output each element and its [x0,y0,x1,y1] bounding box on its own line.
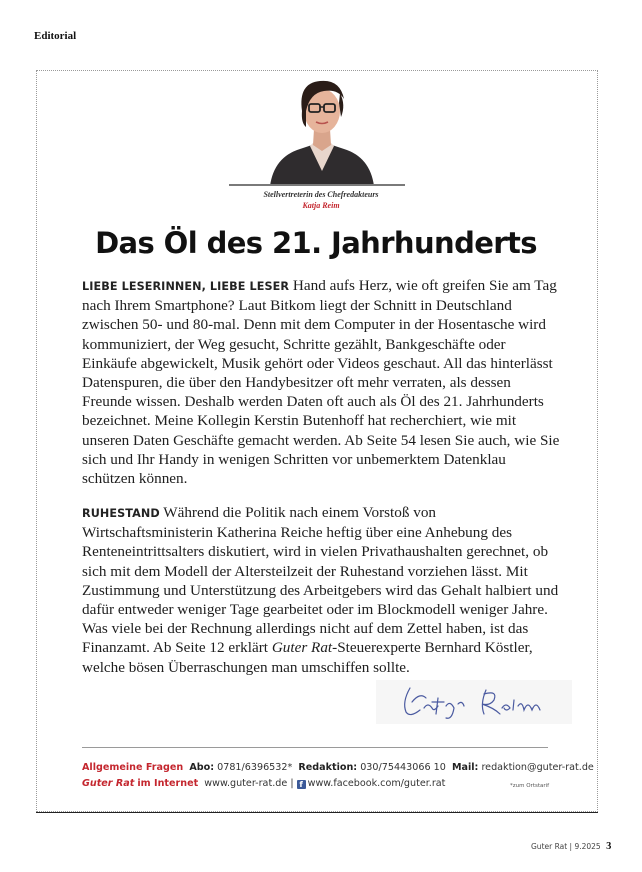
abo-label: Abo: [189,762,215,773]
section-label: Editorial [34,30,77,42]
paragraph-lead: RUHESTAND [82,507,160,520]
paragraph-text: Hand aufs Herz, wie oft greifen Sie am Tag nach Ihrem Smartphone? Laut Bitkom liegt der Schnitt in Deutschland zwischen 50- und 80-mal. Denn mit dem Computer in der Hosentasche wird kommuniziert, der Weg gesucht, Schritte gezählt, Bankgeschäfte oder Einkäufe abgewickelt, Musik gehört oder Videos geschaut. All das hinterlässt Datenspuren, die über den Handybesitzer oft mehr verraten, als dessen Freunde wissen. Deshalb werden Daten oft auch als Öl des 21. Jahrhunderts bezeichnet. Meine Kollegin Kerstin Butenhoff hat recherchiert, wie mit unseren Daten Geschäfte gemacht werden. Ab Seite 54 lesen Sie auch, wie Sie sich und Ihr Handy in wenigen Schritten vor unbemerktem Datenklau schützen können. [82,277,560,488]
internet-label: im Internet [137,778,199,789]
contact-row-internet [82,778,445,789]
facebook-icon: f [297,780,306,789]
tariff-footnote: *zum Ortstarif [510,783,550,789]
contact-divider [82,747,548,748]
paragraph-ruhestand [82,503,560,677]
contact-separator: | [290,778,294,789]
author-portrait [240,71,404,186]
mail-address[interactable]: redaktion@guter-rat.de [481,762,594,773]
general-questions-label: Allgemeine Fragen [82,762,184,773]
folio-magazine: Guter Rat | 9.2025 [531,842,601,851]
internet-brand: Guter Rat [82,778,135,789]
page-number: 3 [606,841,612,852]
abo-phone: 0781/6396532* [217,762,293,773]
paragraph-lead: LIEBE LESERINNEN, LIEBE LESER [82,280,290,293]
paragraph-text-end: -Steuerexperte Bernhard Köstler, welche bösen Überraschungen man umschiffen sollte. [82,639,533,676]
mail-label: Mail: [451,762,479,773]
frame-bottom-rule [36,812,598,813]
headline: Das Öl des 21. Jahrhunderts [95,226,537,260]
author-signature [376,680,572,724]
magazine-name: Guter Rat [271,639,333,657]
website-link[interactable]: www.guter-rat.de [204,778,288,789]
contact-row-questions [82,762,594,773]
page-folio [531,841,611,852]
portrait-underline [229,184,405,186]
paragraph-text: Während die Politik nach einem Vorstoß von Wirtschaftsministerin Katherina Reiche heftig über eine Anhebung des Renteneintrittsalters diskutiert, wird in vielen Privathaushalten gerechnet, ob sich mit dem Modell der Altersteilzeit der Ruhestand vorziehen lässt. Mit Zustimmung und Unterstützung des Arbeitgebers wird das Gehalt halbiert und dafür entweder weniger Tage gearbeitet oder im Blockmodell weniger Jahre. Was viele bei der Rechnung allerdings nicht auf dem Zettel haben, ist das Finanzamt. Ab Seite 12 erklärt [82,504,559,657]
paragraph-leserinnen [82,276,560,488]
facebook-link[interactable]: www.facebook.com/guter.rat [307,778,446,789]
redaktion-phone: 030/75443066 10 [360,762,446,773]
portrait-caption-name: Katja Reim [302,201,340,210]
redaktion-label: Redaktion: [298,762,358,773]
portrait-caption-role: Stellvertreterin des Chefredakteurs [263,190,379,199]
